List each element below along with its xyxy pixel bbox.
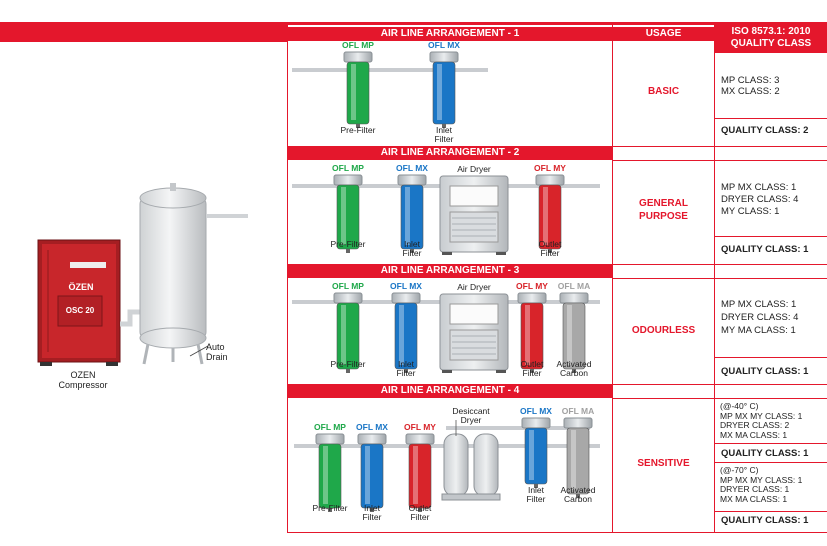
usage-sensitive: SENSITIVE (637, 458, 690, 469)
filter-head (358, 434, 386, 444)
filter-highlight (399, 305, 404, 365)
filter-caption (318, 360, 378, 369)
auto-drain-line1: Auto (206, 342, 225, 352)
filter-caption-line: Outlet (408, 503, 432, 513)
class-line: MX MA CLASS: 1 (720, 429, 788, 440)
filter-code: OFL MX (428, 40, 460, 50)
class-line: MX MA CLASS: 1 (720, 493, 788, 504)
filter-highlight (341, 187, 346, 245)
filter-caption-line: Filter (522, 368, 542, 378)
filter-highlight (571, 430, 576, 490)
filter-caption-line: Filter (540, 248, 560, 258)
filter-highlight (543, 187, 548, 245)
filter-head (392, 293, 420, 303)
filter-bowl (433, 62, 455, 124)
filter-code: OFL MX (356, 422, 388, 432)
class-line: MY MA CLASS: 1 (721, 325, 796, 336)
quality-class-row-4a: QUALITY CLASS: 1 (721, 448, 809, 459)
filter-code: OFL MP (332, 281, 364, 291)
filter-housing (522, 418, 550, 488)
class-line: MY CLASS: 1 (721, 206, 780, 217)
class-line: DRYER CLASS: 4 (721, 312, 799, 323)
filter-code: OFL MP (314, 422, 346, 432)
air-dryer-row-3 (440, 294, 508, 373)
filter-drain (346, 249, 350, 253)
filter-highlight (413, 446, 418, 504)
quality-class-row-2: QUALITY CLASS: 1 (721, 244, 809, 255)
filter-bowl (347, 62, 369, 124)
filter-head (564, 418, 592, 428)
filter-caption-line: Activated (560, 485, 596, 495)
dryer-label-line: Dryer (460, 415, 482, 425)
compressor-label-line2: Compressor (58, 380, 108, 390)
filter-caption (382, 240, 442, 258)
dryer-label-line: Desiccant (452, 406, 490, 416)
filter-housing (344, 52, 372, 128)
arrangement-3-header: AIR LINE ARRANGEMENT - 3 (288, 264, 612, 278)
compressor-unit (38, 240, 120, 366)
compressor-model: OSC 20 (65, 306, 95, 315)
usage-header: USAGE (613, 27, 714, 41)
filter-head (334, 293, 362, 303)
filter-caption-line: Filter (526, 494, 546, 504)
filter-code: OFL MY (404, 422, 436, 432)
filter-caption (548, 486, 608, 504)
air-dryer-row-2 (440, 176, 508, 255)
filter-caption-line: Inlet (403, 239, 421, 249)
filter-caption-line: Inlet (527, 485, 545, 495)
usage-line: PURPOSE (639, 211, 688, 222)
filter-drain (346, 369, 350, 373)
iso-header-line1: ISO 8573.1: 2010 (731, 26, 811, 37)
filter-caption-line: Carbon (560, 368, 588, 378)
arrangement-2-header: AIR LINE ARRANGEMENT - 2 (288, 146, 612, 160)
filter-caption (520, 240, 580, 258)
filter-caption-line: Outlet (520, 359, 544, 369)
class-line: DRYER CLASS: 1 (720, 484, 790, 494)
filter-caption-line: Filter (410, 512, 430, 522)
arrangement-4-header: AIR LINE ARRANGEMENT - 4 (288, 384, 612, 398)
filter-head (430, 52, 458, 62)
filter-caption-line: Pre-Filter (340, 125, 376, 135)
filter-head (344, 52, 372, 62)
class-line: MP CLASS: 3 (721, 75, 780, 86)
filter-head (560, 293, 588, 303)
filter-highlight (405, 187, 410, 245)
filter-head (316, 434, 344, 444)
filter-code: OFL MA (561, 406, 595, 416)
compressor-label (48, 370, 118, 390)
usage-odourless: ODOURLESS (631, 325, 696, 336)
compressor-outlet-pipe (120, 312, 142, 324)
class-line: MP MX CLASS: 1 (721, 182, 797, 193)
class-line: MP MX CLASS: 1 (721, 299, 797, 310)
filter-code: OFL MX (390, 281, 422, 291)
class-line: (@-70° C) (720, 465, 759, 475)
filter-caption-line: Inlet (397, 359, 415, 369)
filter-caption-line: Outlet (538, 239, 562, 249)
filter-highlight (437, 64, 442, 120)
filter-highlight (529, 430, 534, 480)
filter-housing (358, 434, 386, 512)
filter-caption-line: Inlet (363, 503, 381, 513)
compressor-label-line1: OZEN (70, 370, 96, 380)
filter-housing (430, 52, 458, 128)
filter-caption (390, 504, 450, 522)
quality-class-row-3: QUALITY CLASS: 1 (721, 366, 809, 377)
filter-highlight (323, 446, 328, 504)
dryer-label-row-3: Air Dryer (457, 282, 491, 292)
filter-highlight (341, 305, 346, 365)
desiccant-dryer-row-4 (442, 420, 500, 500)
filter-housing (406, 434, 434, 512)
filter-caption-line: Filter (434, 134, 454, 144)
filter-head (406, 434, 434, 444)
filter-highlight (365, 446, 370, 504)
filter-bowl (409, 444, 431, 508)
filter-caption (414, 126, 474, 144)
filter-bowl (319, 444, 341, 508)
filter-highlight (567, 305, 572, 365)
filter-caption-line: Pre-Filter (330, 359, 366, 369)
auto-drain-label (206, 342, 236, 362)
filter-housing (316, 434, 344, 512)
quality-class-row-4b: QUALITY CLASS: 1 (721, 515, 809, 526)
class-line: DRYER CLASS: 4 (721, 194, 799, 205)
filter-caption (544, 360, 604, 378)
filter-head (522, 418, 550, 428)
filter-caption (328, 126, 388, 135)
class-line: MP MX MY CLASS: 1 (720, 474, 803, 485)
filter-code: OFL MX (520, 406, 552, 416)
class-line: (@-40° C) (720, 401, 759, 411)
filter-highlight (351, 64, 356, 120)
quality-class-row-1: QUALITY CLASS: 2 (721, 125, 809, 136)
filter-code: OFL MP (332, 163, 364, 173)
filter-caption (318, 240, 378, 249)
air-receiver-tank (140, 183, 206, 364)
filter-bowl (361, 444, 383, 508)
filter-caption-line: Filter (402, 248, 422, 258)
filter-code: OFL MX (396, 163, 428, 173)
filter-head (518, 293, 546, 303)
filter-highlight (525, 305, 530, 365)
filter-caption-line: Carbon (564, 494, 592, 504)
filter-caption-line: Activated (556, 359, 592, 369)
filter-caption-line: Inlet (435, 125, 453, 135)
filter-code: OFL MY (534, 163, 566, 173)
arrangement-1-header: AIR LINE ARRANGEMENT - 1 (288, 27, 612, 41)
filter-code: OFL MY (516, 281, 548, 291)
filter-code: OFL MA (557, 281, 591, 291)
class-line: DRYER CLASS: 2 (720, 420, 790, 430)
filter-code: OFL MP (342, 40, 374, 50)
filter-bowl (525, 428, 547, 484)
filter-head (398, 175, 426, 185)
filter-caption-line: Pre-Filter (330, 239, 366, 249)
filter-head (334, 175, 362, 185)
filter-caption (376, 360, 436, 378)
auto-drain-line2: Drain (206, 352, 228, 362)
filter-caption-line: Filter (396, 368, 416, 378)
filter-caption-line: Pre-Filter (312, 503, 348, 513)
iso-header-line2: QUALITY CLASS (730, 38, 812, 49)
filter-caption-line: Filter (362, 512, 382, 522)
class-line: MX CLASS: 2 (721, 86, 780, 97)
usage-line: GENERAL (639, 198, 688, 209)
usage-basic: BASIC (647, 86, 680, 97)
class-line: MP MX MY CLASS: 1 (720, 410, 803, 421)
compressor-brand: ÖZEN (68, 282, 94, 292)
dryer-label-row-2: Air Dryer (457, 164, 491, 174)
filter-head (536, 175, 564, 185)
